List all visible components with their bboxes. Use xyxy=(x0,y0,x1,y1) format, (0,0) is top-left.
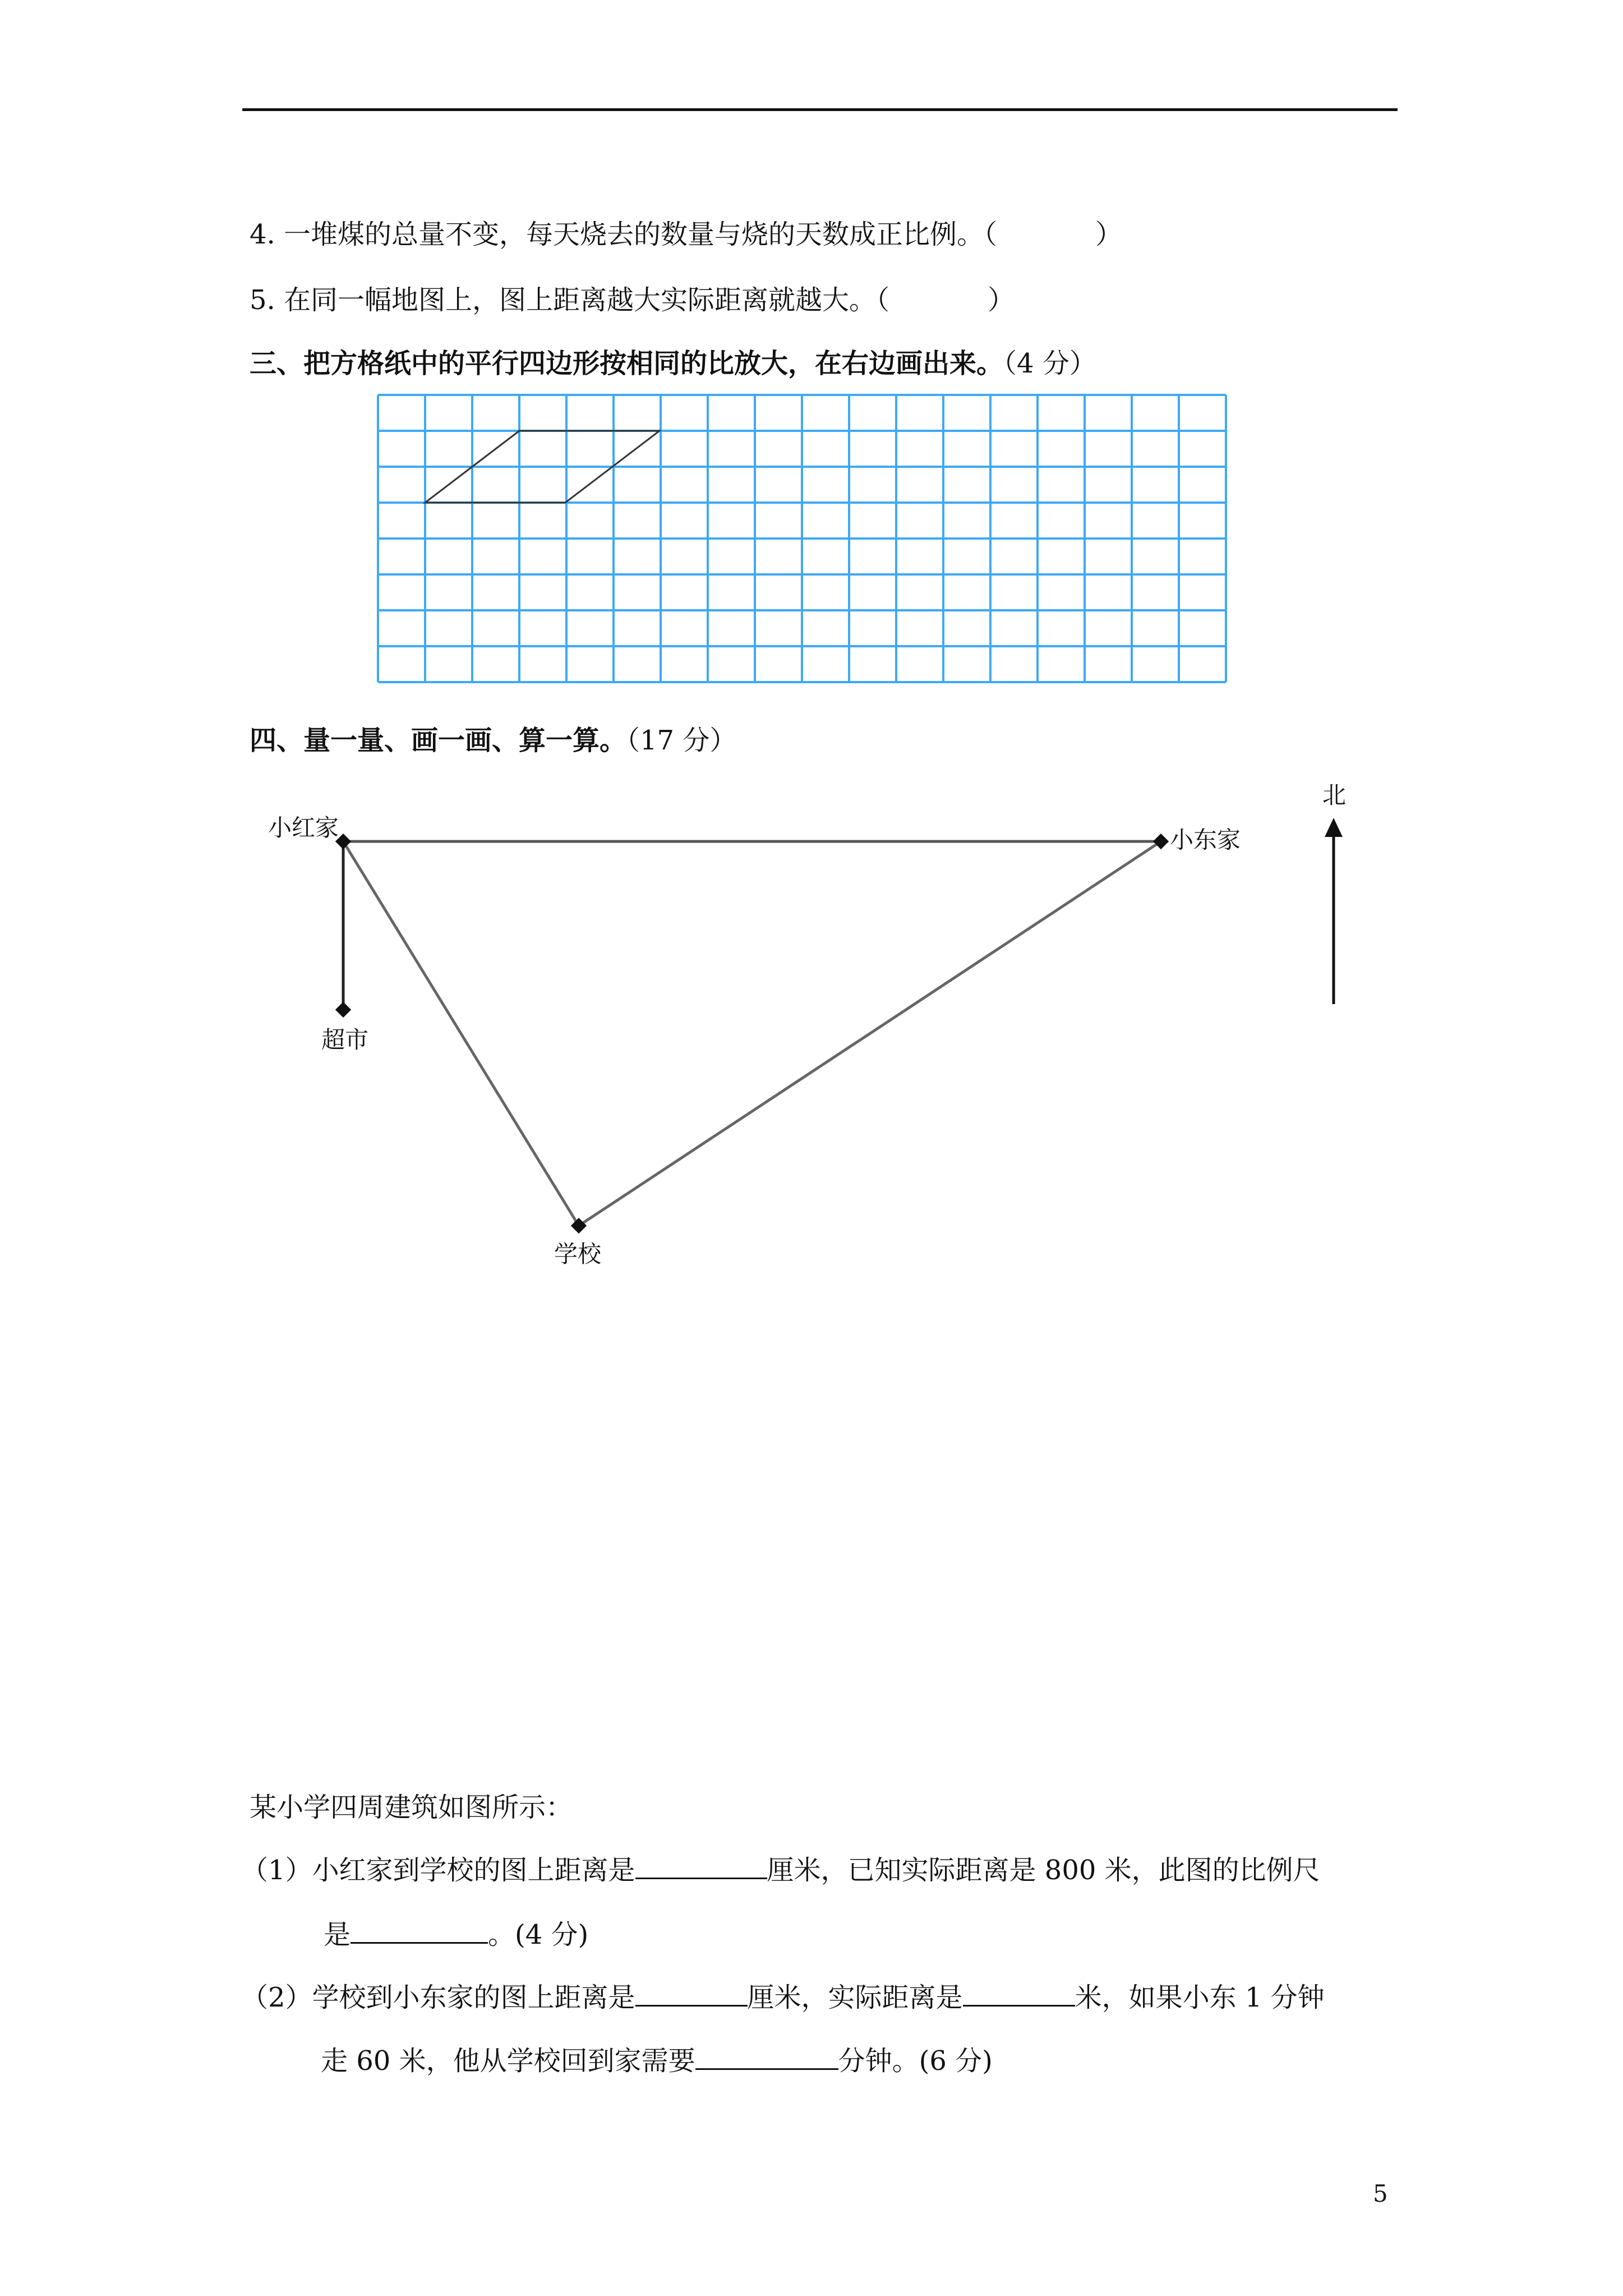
question-5: 5. 在同一幅地图上，图上距离越大实际距离就越大。（ ） xyxy=(250,284,1015,316)
xiaohong-label: 小红家 xyxy=(268,814,339,841)
grid-paper[interactable] xyxy=(378,395,1226,682)
question-2-line-1: （2）学校到小东家的图上距离是 厘米，实际距离是 米，如果小东 1 分钟 xyxy=(241,1980,1325,2014)
q1-scale-blank[interactable] xyxy=(351,1917,488,1944)
road-school-xiaodong xyxy=(579,841,1161,1226)
north-arrow-icon xyxy=(1325,818,1343,837)
question-2-line-2: 走 60 米，他从学校回到家需要 分钟。(6 分) xyxy=(321,2044,993,2078)
q2-map-distance-blank[interactable] xyxy=(635,1980,748,2007)
road-xiaohong-school xyxy=(343,841,579,1226)
map-figure xyxy=(268,781,1346,1268)
section-3-heading: 三、把方格纸中的平行四边形按相同的比放大，在右边画出来。（4 分） xyxy=(250,348,1096,379)
xiaodong-point xyxy=(1153,834,1169,849)
section-4-heading: 四、量一量、画一画、算一算。（17 分） xyxy=(250,725,737,756)
q2-actual-distance-blank[interactable] xyxy=(963,1980,1075,2007)
supermarket-point xyxy=(335,1002,351,1018)
question-1-line-1: （1）小红家到学校的图上距离是 厘米，已知实际距离是 800 米，此图的比例尺 xyxy=(241,1853,1320,1887)
q1-distance-blank[interactable] xyxy=(635,1853,767,1879)
school-point xyxy=(571,1218,587,1234)
question-1-line-2: 是 。(4 分) xyxy=(324,1917,588,1952)
supermarket-label: 超市 xyxy=(321,1026,369,1053)
question-4: 4. 一堆煤的总量不变，每天烧去的数量与烧的天数成正比例。（ ） xyxy=(250,219,1123,250)
q2-minutes-blank[interactable] xyxy=(695,2044,838,2070)
questions-intro: 某小学四周建筑如图所示： xyxy=(250,1792,573,1823)
page-number: 5 xyxy=(1373,2180,1388,2207)
xiaodong-label: 小东家 xyxy=(1170,826,1241,854)
school-label: 学校 xyxy=(554,1240,602,1268)
north-label: 北 xyxy=(1322,781,1347,809)
